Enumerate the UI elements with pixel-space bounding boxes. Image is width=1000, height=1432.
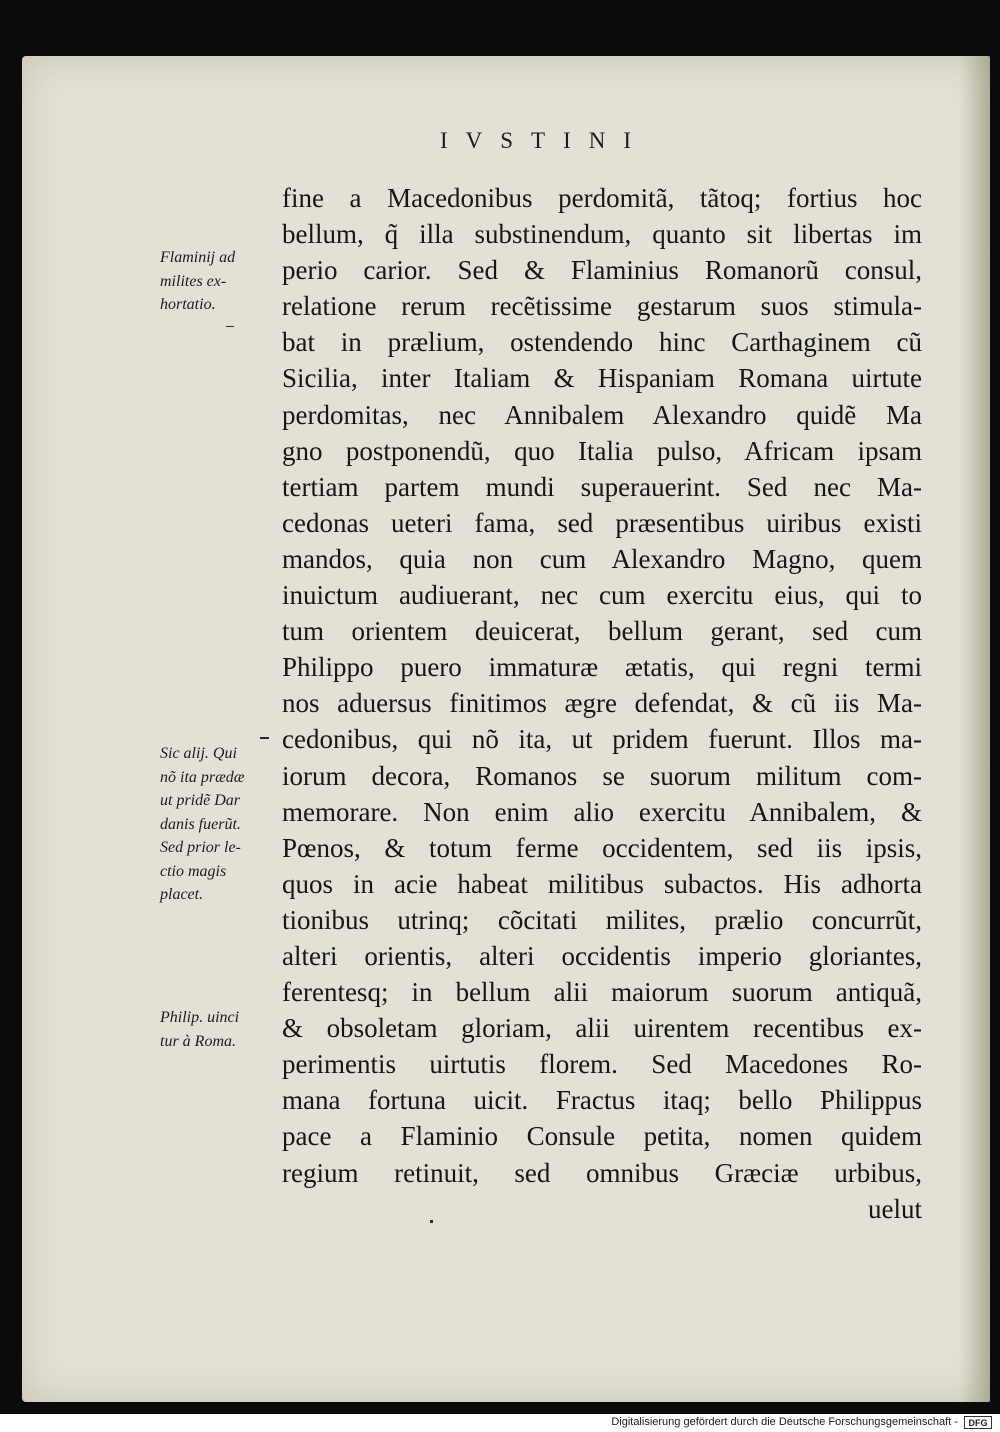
marginal-note-line: hortatio. (160, 296, 216, 313)
text-line: gno postponendũ, quo Italia pulso, Africam ipsam (282, 435, 922, 466)
text-line: tum orientem deuicerat, bellum gerant, sed cum (282, 616, 922, 647)
marginal-note-line: milites ex- (160, 272, 227, 290)
text-line: Sicilia, inter Italiam & Hispaniam Romana uirtute (282, 363, 922, 394)
text-line: alteri orientis, alteri occidentis imperio gloriantes, (282, 940, 922, 971)
text-line: iorum decora, Romanos se suorum militum com- (282, 760, 922, 791)
marginal-note-line: Philip. uinci (160, 1009, 240, 1026)
marginal-note-line: Sed prior le- (160, 839, 241, 856)
text-line: & obsoletam gloriam, alii uirentem recentibus ex- (282, 1013, 922, 1044)
text-line: perdomitas, nec Annibalem Alexandro quidẽ Ma (282, 399, 922, 430)
dfg-logo: DFG (964, 1416, 992, 1429)
text-line: tertiam partem mundi superauerint. Sed nec Ma- (282, 471, 922, 502)
text-line: uelut (868, 1193, 922, 1224)
text-line: cedonas ueteri fama, sed præsentibus uiribus existi (282, 507, 922, 538)
text-line: nos aduersus finitimos ægre defendat, & cũ iis Ma- (282, 688, 922, 719)
text-line: Philippo puero immaturæ ætatis, qui regni termi (282, 652, 922, 683)
text-line: bellum, q̃ illa substinendum, quanto sit libertas im (282, 219, 922, 250)
text-line: quos in acie habeat militibus subactos. His adhorta (282, 868, 922, 899)
marginal-note-line: placet. (160, 886, 204, 903)
ink-mark (260, 737, 269, 739)
body-text (282, 180, 922, 1227)
text-line: regium retinuit, sed omnibus Græciæ urbibus, (282, 1157, 922, 1188)
running-head: IVSTINI (440, 128, 650, 153)
text-line: bat in prælium, ostendendo hinc Carthaginem cũ (282, 327, 922, 358)
marginal-note-philip-defeated (160, 1006, 272, 1053)
marginal-note-line: Sic alij. Qui (160, 745, 237, 762)
text-line: perio carior. Sed & Flaminius Romanorũ consul, (282, 255, 922, 286)
text-line: perimentis uirtutis florem. Sed Macedones Ro- (282, 1049, 922, 1080)
marginal-note-line: danis fuerũt. (160, 815, 241, 833)
marginal-note-variant-reading (160, 742, 272, 907)
ink-speck (430, 1220, 433, 1223)
marginal-note-line: tur à Roma. (160, 1032, 236, 1050)
text-line: memorare. Non enim alio exercitu Annibalem, & (282, 796, 922, 827)
text-line: mana fortuna uicit. Fractus itaq; bello Philippus (282, 1085, 922, 1116)
marginal-note-flaminius (160, 246, 272, 317)
text-line: pace a Flaminio Consule petita, nomen quidem (282, 1121, 922, 1152)
marginal-note-line: ut pridẽ Dar (160, 792, 240, 809)
text-line: cedonibus, qui nõ ita, ut pridem fuerunt. Illos ma- (282, 724, 922, 755)
text-line: fine a Macedonibus perdomitã, tãtoq; fortius hoc (282, 183, 922, 213)
text-line: mandos, quia non cum Alexandro Magno, quem (282, 543, 922, 574)
text-line: ferentesq; in bellum alii maiorum suorum antiquã, (282, 977, 922, 1008)
funding-notice: Digitalisierung gefördert durch die Deutsche Forschungsgemeinschaft - (611, 1416, 958, 1428)
text-line: relatione rerum recẽtissime gestarum suos stimula- (282, 291, 922, 322)
text-line: Pœnos, & totum ferme occidentem, sed iis ipsis, (282, 832, 922, 863)
digitization-footer (0, 1414, 1000, 1432)
marginal-note-line: nõ ita prædæ (160, 768, 245, 786)
text-line: inuictum audiuerant, nec cum exercitu eius, qui to (282, 580, 922, 611)
marginal-note-line: Flaminij ad (160, 249, 236, 266)
text-line: tionibus utrinq; cõcitati milites, prælio concurrũt, (282, 904, 922, 935)
page-edge-shadow (960, 56, 990, 1402)
ink-mark (226, 326, 234, 327)
marginal-note-line: ctio magis (160, 862, 227, 880)
